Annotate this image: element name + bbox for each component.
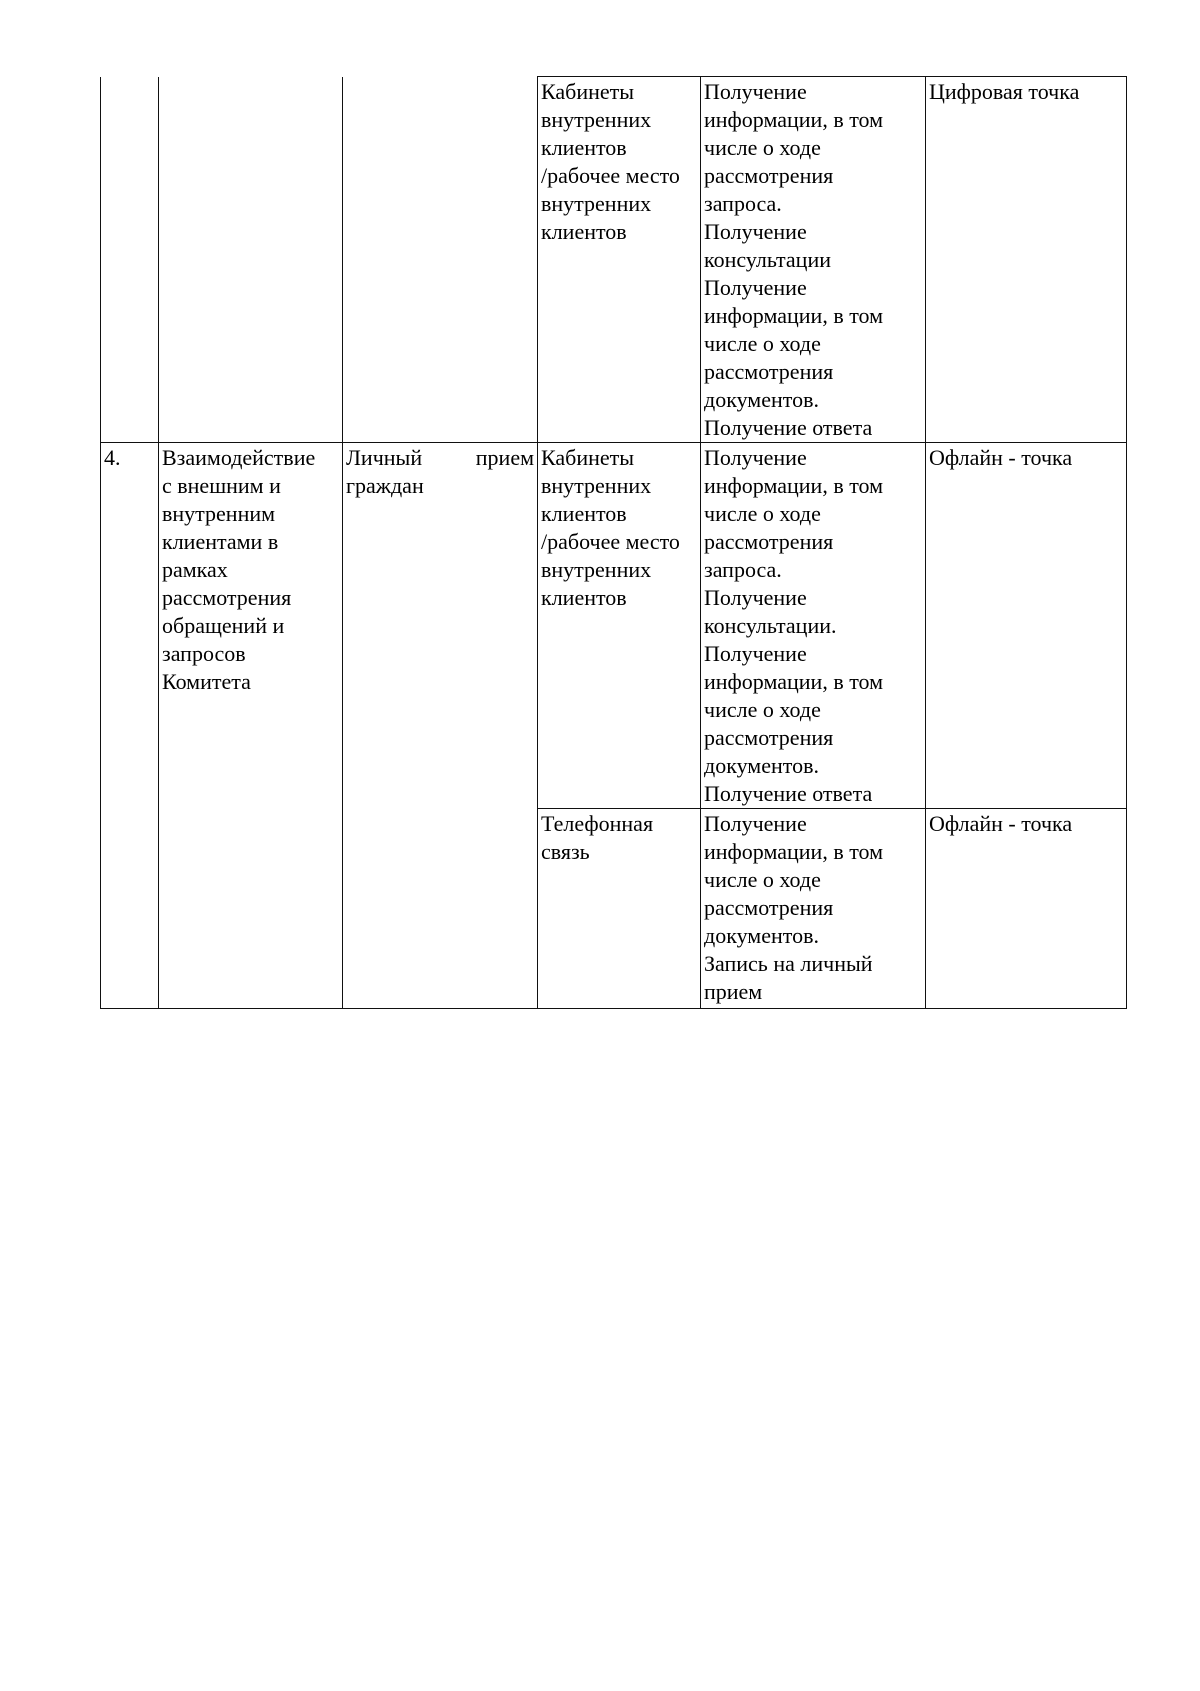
actions-cell: Получение информации, в том числе о ходе рассмотрения запроса. Получение консультации Получение информации, в том числе о ходе рассмотрения документов. Получение ответа xyxy=(701,77,926,443)
number-cell xyxy=(101,77,159,443)
method-first-line xyxy=(346,444,534,472)
table-row xyxy=(101,77,1127,443)
point-type-cell: Цифровая точка xyxy=(926,77,1127,443)
point-type-cell: Офлайн - точка xyxy=(926,443,1127,809)
channel-cell: Кабинеты внутренних клиентов /рабочее место внутренних клиентов xyxy=(538,77,701,443)
process-cell: Взаимодействие с внешним и внутренним клиентами в рамках рассмотрения обращений и запросов Комитета xyxy=(159,443,343,1009)
method-word: Личный xyxy=(346,445,423,470)
method-cell xyxy=(343,443,538,1009)
channel-cell: Кабинеты внутренних клиентов /рабочее место внутренних клиентов xyxy=(538,443,701,809)
number-cell: 4. xyxy=(101,443,159,1009)
point-type-cell: Офлайн - точка xyxy=(926,809,1127,1009)
method-word: прием xyxy=(475,445,534,470)
actions-cell: Получение информации, в том числе о ходе рассмотрения запроса. Получение консультации. Получение информации, в том числе о ходе рассмотрения документов. Получение ответа xyxy=(701,443,926,809)
channel-cell: Телефонная связь xyxy=(538,809,701,1009)
method-second-line: граждан xyxy=(346,473,424,498)
method-cell xyxy=(343,77,538,443)
table-row xyxy=(101,443,1127,809)
actions-cell: Получение информации, в том числе о ходе рассмотрения документов. Запись на личный прием xyxy=(701,809,926,1009)
process-cell xyxy=(159,77,343,443)
data-table xyxy=(100,76,1127,1009)
